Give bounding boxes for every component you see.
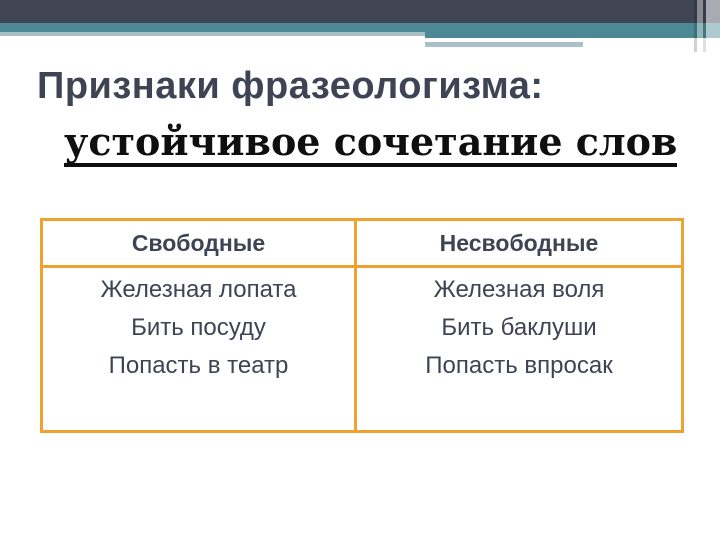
table-cell-line: Железная лопата — [100, 276, 297, 303]
table-cell-line: Железная воля — [433, 276, 605, 303]
table-cell-line: Попасть в театр — [108, 352, 289, 379]
corner-stripes-decoration — [694, 0, 720, 52]
comparison-table — [40, 218, 684, 433]
table-cell-unfree-examples — [357, 268, 681, 430]
top-bar-dark-decoration — [0, 0, 720, 23]
stripe-pale — [706, 0, 720, 52]
table-header-row — [43, 221, 681, 268]
table-body-row — [43, 268, 681, 430]
table-cell-line: Бить баклуши — [441, 314, 597, 341]
slide-title: Признаки фразеологизма: — [37, 65, 544, 107]
slide-subtitle: устойчивое сочетание слов — [64, 121, 677, 167]
table-cell-free-examples — [43, 268, 357, 430]
table-header-free: Свободные — [43, 221, 357, 265]
table-header-unfree: Несвободные — [439, 229, 599, 256]
table-cell-line: Попасть впросак — [425, 352, 613, 379]
gray-accent-line-decoration — [425, 42, 583, 47]
teal-ribbon-extension-decoration — [425, 23, 720, 38]
table-cell-line: Бить посуду — [131, 314, 266, 341]
